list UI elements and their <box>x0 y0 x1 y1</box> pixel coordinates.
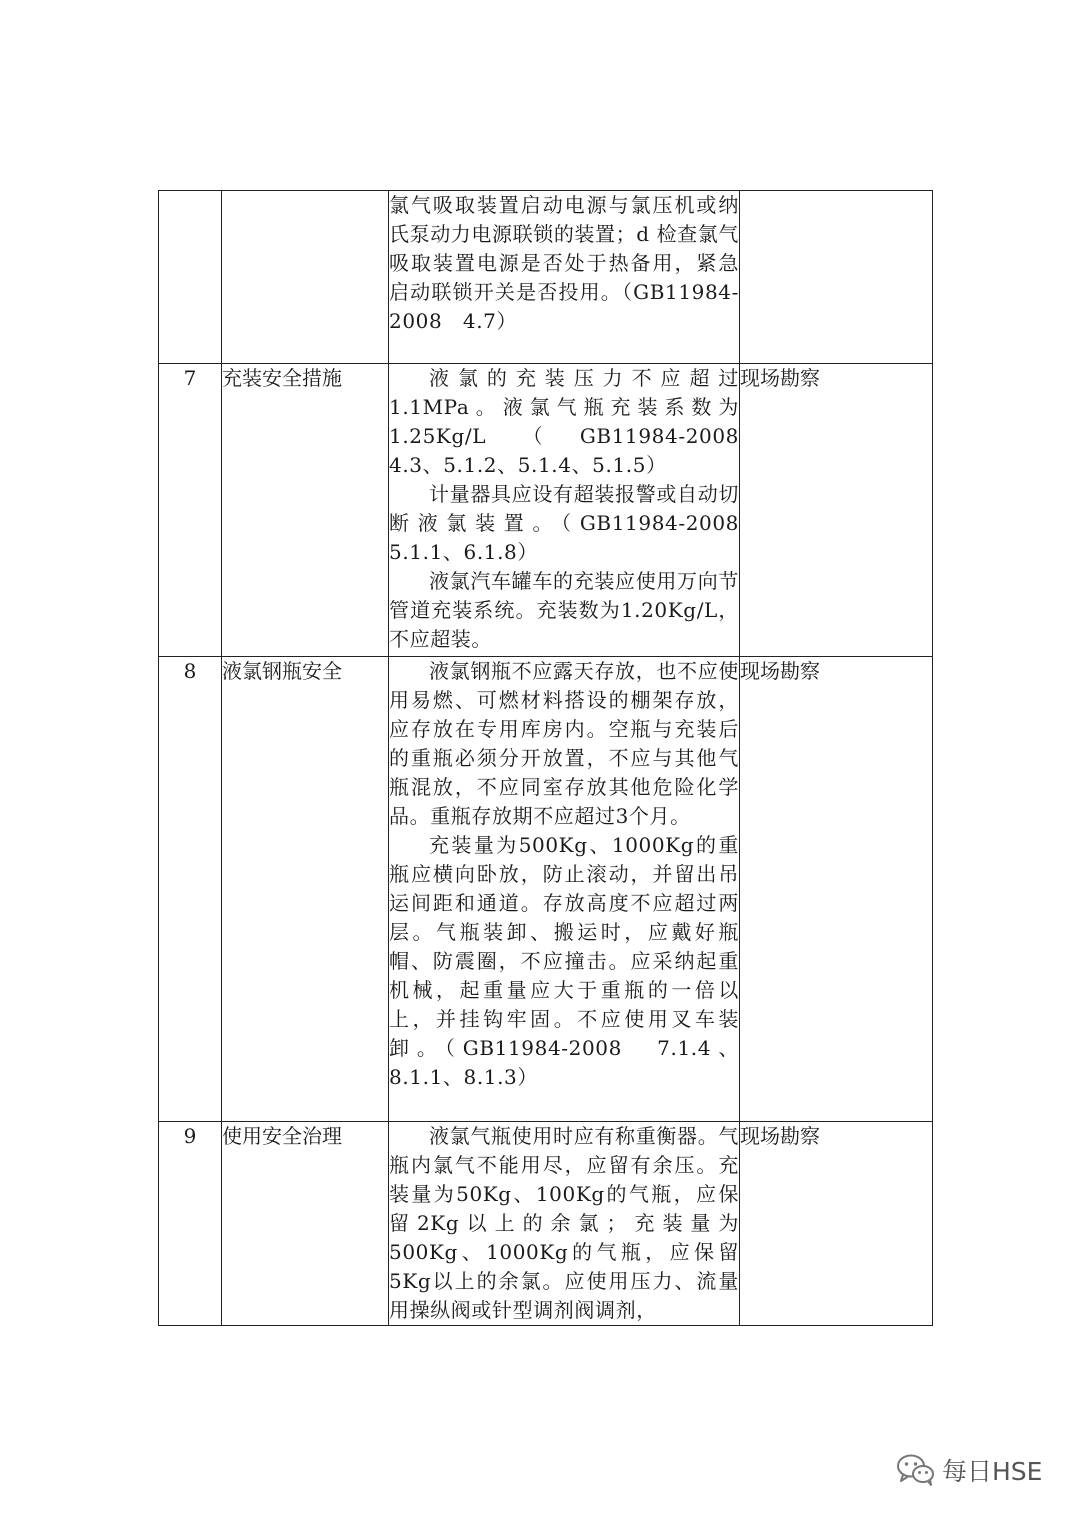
check-method <box>740 191 933 364</box>
content-paragraph: 液氯汽车罐车的充装应使用万向节管道充装系统。充装数为1.20Kg/L，不应超装。 <box>389 569 739 651</box>
content-paragraph: 氯气吸取装置启动电源与氯压机或纳氏泵动力电源联锁的装置；d 检查氯气吸取装置电源是否处于热备用，紧急启动联锁开关是否投用。（GB11984-2008 4.7） <box>389 193 739 333</box>
content-paragraph: 充装量为500Kg、1000Kg的重瓶应横向卧放，防止滚动，并留出吊运间距和通道。存放高度不应超过两层。气瓶装卸、搬运时，应戴好瓶帽、防震圈，不应撞击。应采纳起重机械，起重量应大于重瓶的一倍以上，并挂钩牢固。不应使用叉车装卸。（GB11984-2008 7.1.4、8.1.1、8.1.3） <box>389 833 739 1089</box>
check-content <box>389 364 760 657</box>
content-paragraph: 计量器具应设有超装报警或自动切断液氯装置。（GB11984-2008 5.1.1、6.1.8） <box>389 482 760 564</box>
check-content <box>389 1122 740 1326</box>
table-row <box>159 657 933 1122</box>
row-number: 9 <box>159 1122 222 1326</box>
check-method: 现场勘察 <box>740 1122 933 1326</box>
check-method: 现场勘察 <box>740 364 933 657</box>
check-item: 使用安全治理 <box>222 1122 389 1326</box>
table-row <box>159 364 933 657</box>
check-item: 充装安全措施 <box>222 364 389 657</box>
table-row <box>159 1122 933 1326</box>
wechat-icon <box>896 1453 936 1487</box>
check-content <box>389 191 740 364</box>
inspection-table <box>158 190 933 1326</box>
row-number: 8 <box>159 657 222 1122</box>
check-method: 现场勘察 <box>740 657 933 1122</box>
content-paragraph: 液氯钢瓶不应露天存放，也不应使用易燃、可燃材料搭设的棚架存放，应存放在专用库房内。空瓶与充装后的重瓶必须分开放置，不应与其他气瓶混放，不应同室存放其他危险化学品。重瓶存放期不应超过3个月。 <box>389 659 739 828</box>
row-number: 7 <box>159 364 222 657</box>
content-paragraph: 液氯气瓶使用时应有称重衡器。气瓶内氯气不能用尽，应留有余压。充装量为50Kg、100Kg的气瓶，应保留2Kg以上的余氯；充装量为500Kg、1000Kg的气瓶，应保留5Kg以上的余氯。应使用压力、流量用操纵阀或针型调剂阀调剂， <box>389 1124 739 1322</box>
row-number <box>159 191 222 364</box>
content-paragraph: 液氯的充装压力不应超过1.1MPa。液氯气瓶充装系数为1.25Kg/L（GB11984-2008 4.3、5.1.2、5.1.4、5.1.5） <box>389 366 760 477</box>
check-item: 液氯钢瓶安全 <box>222 657 389 1122</box>
watermark <box>896 1450 1042 1490</box>
watermark-text: 每日HSE <box>942 1457 1043 1486</box>
check-item <box>222 191 389 364</box>
check-content <box>389 657 740 1122</box>
table-row <box>159 191 933 364</box>
